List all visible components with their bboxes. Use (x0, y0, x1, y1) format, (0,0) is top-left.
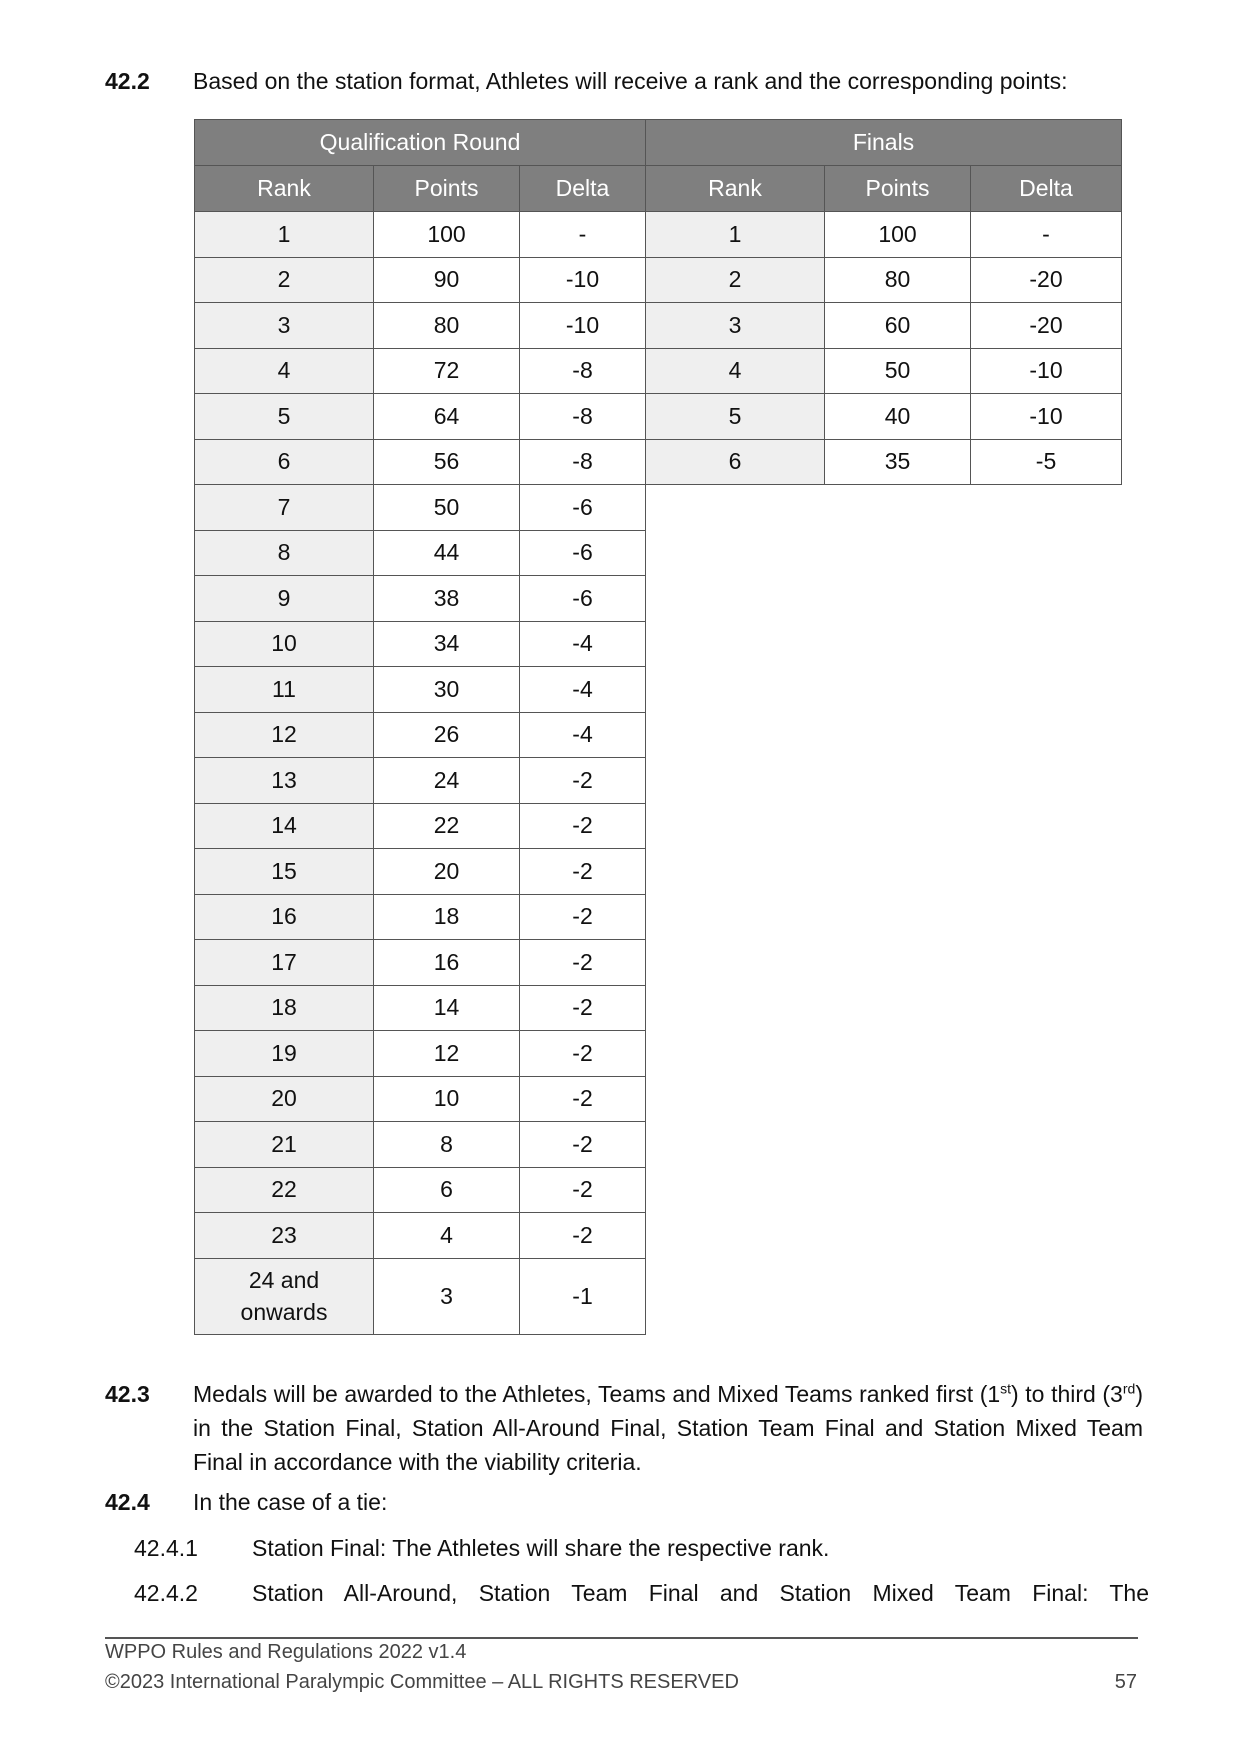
rank-cell: 8 (195, 530, 374, 576)
delta-cell: -8 (520, 394, 646, 440)
rank-cell: 14 (195, 803, 374, 849)
ordinal-suffix: st (1000, 1380, 1012, 1397)
delta-cell: -10 (520, 257, 646, 303)
clause-text: Station All-Around, Station Team Final and Station Mixed Team Final: The (252, 1580, 1149, 1606)
finals-rows (646, 212, 1122, 485)
rank-cell: 15 (195, 849, 374, 895)
page-number: 57 (1114, 1671, 1137, 1693)
qualification-rows (195, 212, 646, 1259)
points-cell: 6 (374, 1167, 520, 1213)
table-row (195, 894, 646, 940)
delta-cell: -4 (520, 621, 646, 667)
table-row (195, 1076, 646, 1122)
clause-text-part: Medals will be awarded to the Athletes, Teams and Mixed Teams ranked first (1 (193, 1381, 1001, 1407)
points-cell: 80 (374, 303, 520, 349)
rank-cell: 16 (195, 894, 374, 940)
table-row (646, 348, 1122, 394)
points-cell: 100 (825, 212, 971, 258)
clause-number: 42.4.1 (134, 1535, 198, 1561)
table-row (195, 1031, 646, 1077)
rank-cell (195, 1258, 374, 1334)
points-cell: 34 (374, 621, 520, 667)
finals-table (645, 119, 1122, 485)
clause-text: Station Final: The Athletes will share the respective rank. (252, 1535, 830, 1561)
delta-cell: -20 (971, 303, 1122, 349)
delta-cell: -10 (971, 394, 1122, 440)
qualification-round-title: Qualification Round (195, 120, 646, 166)
delta-cell: -2 (520, 1167, 646, 1213)
delta-cell: -6 (520, 576, 646, 622)
clause-text (193, 1377, 1143, 1479)
delta-cell: -2 (520, 1213, 646, 1259)
delta-cell: -4 (520, 667, 646, 713)
table-row (646, 439, 1122, 485)
column-header-points: Points (374, 166, 520, 212)
delta-cell: -8 (520, 348, 646, 394)
table-row (195, 348, 646, 394)
table-row (195, 849, 646, 895)
table-row (195, 394, 646, 440)
rank-cell: 17 (195, 940, 374, 986)
rank-cell: 4 (646, 348, 825, 394)
rank-cell: 12 (195, 712, 374, 758)
delta-cell: -20 (971, 257, 1122, 303)
rank-cell: 11 (195, 667, 374, 713)
table-row (195, 576, 646, 622)
rank-cell: 23 (195, 1213, 374, 1259)
points-cell: 56 (374, 439, 520, 485)
points-cell: 38 (374, 576, 520, 622)
table-row (195, 212, 646, 258)
points-cell: 20 (374, 849, 520, 895)
table-row (646, 212, 1122, 258)
rank-cell: 10 (195, 621, 374, 667)
rank-cell: 1 (646, 212, 825, 258)
rank-cell: 6 (195, 439, 374, 485)
points-cell: 30 (374, 667, 520, 713)
rank-cell: 20 (195, 1076, 374, 1122)
rank-cell: 9 (195, 576, 374, 622)
rank-cell: 13 (195, 758, 374, 804)
table-row (195, 758, 646, 804)
table-row (195, 1213, 646, 1259)
table-row (195, 303, 646, 349)
table-row (195, 985, 646, 1031)
rank-cell: 6 (646, 439, 825, 485)
table-row (195, 530, 646, 576)
delta-cell: - (971, 212, 1122, 258)
table-row (195, 667, 646, 713)
points-cell: 8 (374, 1122, 520, 1168)
points-cell: 50 (374, 485, 520, 531)
column-header-delta: Delta (520, 166, 646, 212)
delta-cell: - (520, 212, 646, 258)
clause-text: Based on the station format, Athletes will receive a rank and the corresponding points: (193, 68, 1068, 94)
points-cell: 40 (825, 394, 971, 440)
points-cell: 22 (374, 803, 520, 849)
delta-cell: -8 (520, 439, 646, 485)
points-cell: 24 (374, 758, 520, 804)
points-cell: 50 (825, 348, 971, 394)
delta-cell: -2 (520, 758, 646, 804)
points-cell: 35 (825, 439, 971, 485)
delta-cell: -10 (971, 348, 1122, 394)
rank-cell: 3 (195, 303, 374, 349)
table-row (195, 485, 646, 531)
qualification-round-table (194, 119, 646, 1335)
points-cell: 12 (374, 1031, 520, 1077)
table-row (195, 621, 646, 667)
rank-cell: 19 (195, 1031, 374, 1077)
column-header-rank: Rank (646, 166, 825, 212)
points-cell: 60 (825, 303, 971, 349)
rank-cell: 3 (646, 303, 825, 349)
points-cell: 3 (374, 1258, 520, 1334)
clause-number: 42.3 (105, 1381, 150, 1407)
rank-line: onwards (240, 1299, 328, 1325)
table-row (646, 257, 1122, 303)
delta-cell: -10 (520, 303, 646, 349)
clause-number: 42.4.2 (134, 1580, 198, 1606)
column-header-delta: Delta (971, 166, 1122, 212)
points-cell: 90 (374, 257, 520, 303)
table-row (646, 394, 1122, 440)
rank-cell: 2 (195, 257, 374, 303)
delta-cell: -2 (520, 985, 646, 1031)
points-cell: 64 (374, 394, 520, 440)
ordinal-suffix: rd (1122, 1380, 1136, 1397)
delta-cell: -4 (520, 712, 646, 758)
points-cell: 18 (374, 894, 520, 940)
column-header-points: Points (825, 166, 971, 212)
rank-cell: 1 (195, 212, 374, 258)
points-cell: 4 (374, 1213, 520, 1259)
rank-cell: 22 (195, 1167, 374, 1213)
delta-cell: -2 (520, 1076, 646, 1122)
table-row (195, 712, 646, 758)
delta-cell: -2 (520, 940, 646, 986)
table-row (195, 257, 646, 303)
rank-line: 24 and (248, 1267, 320, 1293)
rank-cell: 4 (195, 348, 374, 394)
points-cell: 26 (374, 712, 520, 758)
clause-text: In the case of a tie: (193, 1489, 388, 1515)
rank-cell: 7 (195, 485, 374, 531)
footer-copyright: ©2023 International Paralympic Committee – ALL RIGHTS RESERVED (105, 1671, 739, 1693)
delta-cell: -2 (520, 894, 646, 940)
delta-cell: -2 (520, 1122, 646, 1168)
points-cell: 16 (374, 940, 520, 986)
delta-cell: -2 (520, 803, 646, 849)
points-cell: 44 (374, 530, 520, 576)
delta-cell: -6 (520, 485, 646, 531)
column-header-rank: Rank (195, 166, 374, 212)
footer-document-title: WPPO Rules and Regulations 2022 v1.4 (105, 1641, 467, 1663)
rank-cell: 18 (195, 985, 374, 1031)
clause-text-part: ) in the Station Final, Station All-Around Final, Station Team Final and Station Mixed Team Final in accordance with the viability criteria. (193, 1381, 1143, 1475)
points-cell: 72 (374, 348, 520, 394)
delta-cell: -5 (971, 439, 1122, 485)
rank-cell: 5 (646, 394, 825, 440)
table-row (195, 940, 646, 986)
points-cell: 14 (374, 985, 520, 1031)
clause-text-part: ) to third (3 (1011, 1381, 1123, 1407)
table-row (646, 303, 1122, 349)
points-cell: 100 (374, 212, 520, 258)
table-row (195, 439, 646, 485)
delta-cell: -1 (520, 1258, 646, 1334)
points-cell: 10 (374, 1076, 520, 1122)
table-row (195, 1122, 646, 1168)
table-row (195, 803, 646, 849)
clause-number: 42.4 (105, 1489, 150, 1515)
rank-cell: 5 (195, 394, 374, 440)
clause-number: 42.2 (105, 68, 150, 94)
delta-cell: -6 (520, 530, 646, 576)
table-row (195, 1258, 646, 1334)
delta-cell: -2 (520, 1031, 646, 1077)
delta-cell: -2 (520, 849, 646, 895)
rank-cell: 21 (195, 1122, 374, 1168)
footer-divider (105, 1637, 1138, 1639)
table-row (195, 1167, 646, 1213)
rank-cell: 2 (646, 257, 825, 303)
finals-title: Finals (646, 120, 1122, 166)
points-cell: 80 (825, 257, 971, 303)
